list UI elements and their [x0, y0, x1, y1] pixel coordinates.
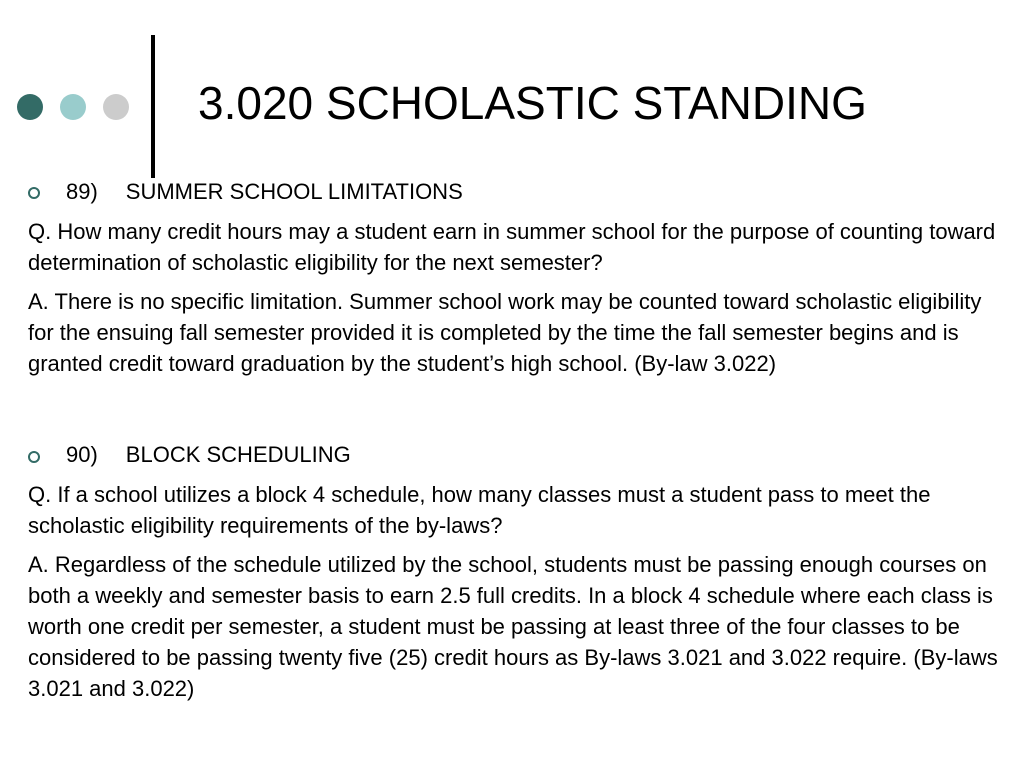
slide-title: 3.020 SCHOLASTIC STANDING: [198, 77, 867, 129]
item-heading: [66, 178, 463, 206]
item-question: Q. How many credit hours may a student earn in summer school for the purpose of counting toward determination of scholastic eligibility for the next semester?: [28, 219, 996, 275]
item-heading-label: SUMMER SCHOOL LIMITATIONS: [125, 179, 463, 204]
decor-dot-dark: [17, 94, 43, 120]
title-divider: [151, 35, 155, 178]
decor-dot-gray: [103, 94, 129, 120]
item-number: 89): [66, 179, 98, 204]
item-heading-label: BLOCK SCHEDULING: [125, 442, 351, 467]
item-number: 90): [66, 442, 98, 467]
item-answer: A. There is no specific limitation. Summer school work may be counted toward scholastic eligibility for the ensuing fall semester provided it is completed by the time the fall semester begins and is granted credit toward graduation by the student’s high school. (By-law 3.022): [28, 289, 982, 376]
bullet-icon: [28, 451, 40, 463]
item-question: Q. If a school utilizes a block 4 schedule, how many classes must a student pass to meet the scholastic eligibility requirements of the by-laws?: [28, 482, 931, 538]
item-heading: [66, 441, 351, 469]
bullet-icon: [28, 187, 40, 199]
decor-dot-light: [60, 94, 86, 120]
item-answer: A. Regardless of the schedule utilized by the school, students must be passing enough courses on both a weekly and semester basis to earn 2.5 full credits. In a block 4 schedule where each class is worth one credit per semester, a student must be passing at least three of the four classes to be considered to be passing twenty five (25) credit hours as By-laws 3.021 and 3.022 require. (By-laws 3.021 and 3.022): [28, 552, 998, 701]
